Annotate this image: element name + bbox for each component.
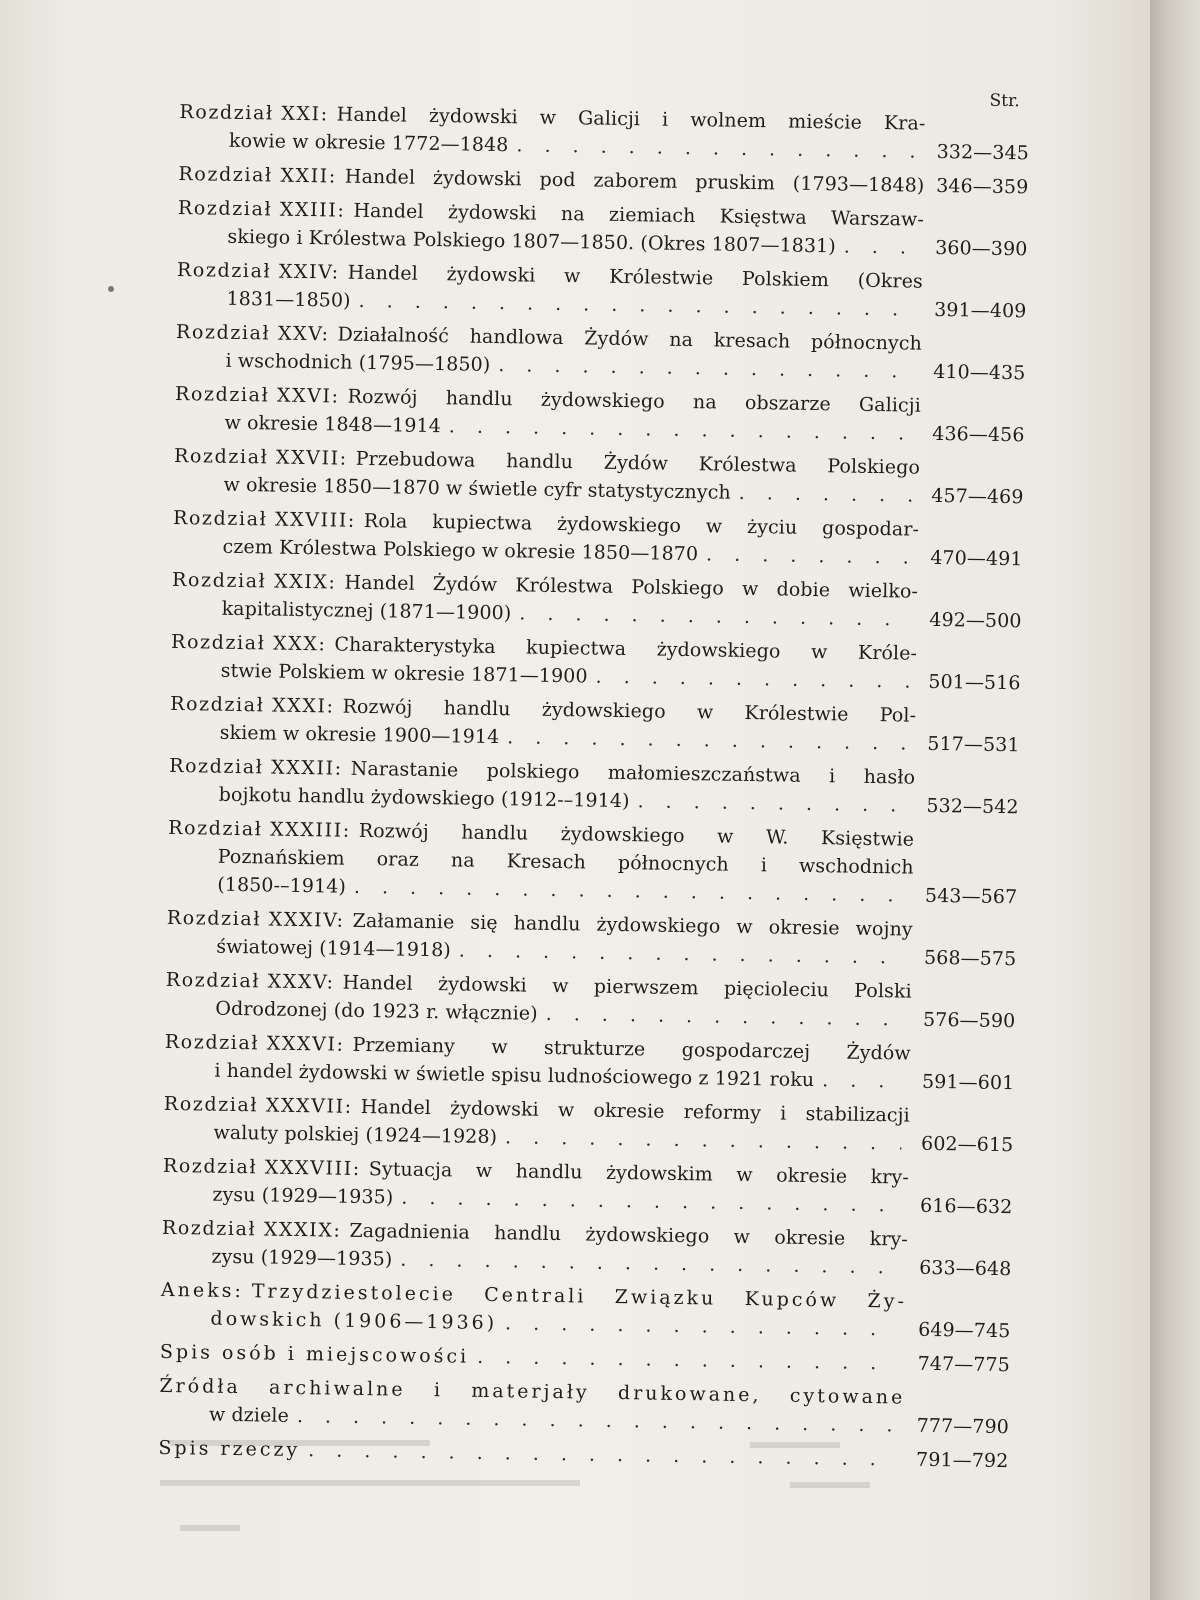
page-range: 777—790 — [916, 1414, 1010, 1439]
chapter-label: Rozdział XXXIX: — [161, 1216, 342, 1242]
toc-entry — [173, 442, 1024, 511]
dot-leader — [844, 232, 916, 261]
chapter-label: Rozdział XXVIII: — [172, 506, 357, 532]
entry-title: Rozwój handlu żydowskiego w Królestwie Pol- — [342, 695, 917, 727]
page-range: 457—469 — [931, 484, 1024, 509]
toc-entry — [176, 256, 1027, 325]
entry-title-continued: Odrodzonej (do 1923 r. włącznie) — [215, 997, 538, 1025]
chapter-label: Rozdział XXI: — [179, 100, 329, 126]
page-range: 591—601 — [921, 1070, 1015, 1095]
entry-title: Handel żydowski pod zaborem pruskim (1793—1848) — [344, 165, 925, 197]
toc-entry — [160, 1276, 1011, 1345]
dot-leader — [546, 1000, 904, 1034]
chapter-label: Rozdział XXII: — [178, 162, 338, 188]
entry-title: Charakterystyka kupiectwa żydowskiego w Króle- — [334, 633, 918, 665]
page-range: 492—500 — [929, 608, 1022, 633]
ink-speck — [108, 286, 114, 292]
dot-leader — [739, 479, 912, 510]
entry-title: Sytuacja w handlu żydowskim w okresie kry- — [368, 1158, 909, 1189]
page-range: 616—632 — [919, 1194, 1013, 1219]
page-range: 532—542 — [926, 794, 1019, 819]
entry-title: Rozwój handlu żydowskiego w W. Księstwie — [358, 819, 915, 851]
entry-title: Przebudowa handlu Żydów Królestwa Polskiego — [355, 447, 921, 479]
page-range: 649—745 — [918, 1318, 1011, 1343]
toc-entry — [169, 752, 1020, 821]
dot-leader — [477, 1343, 898, 1378]
page-range: 747—775 — [917, 1352, 1011, 1377]
entry-title-continued: kowie w okresie 1772—1848 — [228, 129, 509, 157]
toc-entry — [162, 1152, 1013, 1221]
page-range: 791—792 — [915, 1448, 1009, 1473]
page-range: 410—435 — [933, 360, 1026, 385]
toc-entry — [166, 904, 1017, 973]
chapter-label: Rozdział XXXI: — [169, 692, 335, 718]
page-range: 391—409 — [934, 298, 1027, 323]
entry-title-continued: kapitalistycznej (1871—1900) — [221, 597, 512, 625]
toc-entry — [174, 380, 1025, 449]
chapter-label: Rozdział XXXVI: — [164, 1030, 345, 1056]
entry-title: Handel żydowski na ziemiach Księstwa Warszaw- — [353, 199, 925, 231]
toc-entry — [177, 194, 1028, 263]
entry-title-continued: stwie Polskiem w okresie 1871—1900 — [220, 659, 588, 688]
entry-title-continued: zysu (1929—1935) — [212, 1183, 394, 1209]
entry-title: Rozwój handlu żydowskiego na obszarze Galicji — [347, 385, 922, 417]
entry-title-continued: Poznańskiem oraz na Kresach północnych i wschodnich — [217, 845, 914, 879]
entry-title: Załamanie się handlu żydowskiego w okresie wojny — [352, 909, 913, 941]
entry-title: Handel żydowski w Galicji i wolnem mieście Kra- — [336, 103, 926, 135]
entry-title-continued: waluty polskiej (1924—1928) — [213, 1121, 498, 1149]
chapter-label: Rozdział XXXIV: — [166, 906, 345, 932]
page-range: 501—516 — [928, 670, 1021, 695]
entry-title-continued: dowskich (1906—1936) — [210, 1307, 498, 1335]
page-range: 470—491 — [930, 546, 1023, 571]
entry-title-continued: 1831—1850) — [226, 287, 351, 312]
toc-entry — [171, 566, 1022, 635]
page-range: 332—345 — [936, 140, 1030, 165]
page-range: 602—615 — [920, 1132, 1014, 1157]
dot-leader — [822, 1066, 903, 1095]
dot-leader — [706, 540, 911, 571]
dot-leader — [637, 787, 907, 819]
book-gutter — [1150, 0, 1200, 1600]
entry-title-continued: i wschodnich (1795—1850) — [225, 349, 491, 376]
entry-title-continued: w okresie 1848—1914 — [224, 411, 442, 438]
entry-title: Źródła archiwalne i materjały drukowane, cytowane — [159, 1374, 906, 1409]
chapter-label: Rozdział XXIV: — [176, 258, 340, 284]
entry-title-continued: w dziele — [208, 1403, 290, 1427]
entry-title: Rola kupiectwa żydowskiego w życiu gospodar- — [363, 509, 920, 541]
dot-leader — [308, 1436, 897, 1473]
toc-entry — [165, 966, 1016, 1035]
entry-title-continued: światowej (1914—1918) — [216, 935, 452, 962]
chapter-label: Rozdział XXXIII: — [168, 816, 352, 842]
entry-title: Handel żydowski w okresie reformy i stabilizacji — [360, 1095, 910, 1127]
page-range: 543—567 — [924, 884, 1018, 909]
entry-title-continued: i handel żydowski w świetle spisu ludnościowego z 1921 roku — [214, 1059, 815, 1092]
page-range: 568—575 — [923, 946, 1017, 971]
entry-title-continued: skiem w okresie 1900—1914 — [219, 721, 500, 749]
toc-entry — [158, 1434, 1008, 1475]
entry-title: Narastanie polskiego małomieszczaństwa i hasło — [350, 757, 916, 789]
toc-entry — [159, 1372, 1010, 1441]
entry-title: Handel żydowski w pierwszem pięcioleciu Polski — [342, 971, 912, 1003]
entry-title: Działalność handlowa Żydów na kresach północnych — [337, 323, 923, 355]
dot-leader — [505, 1123, 902, 1157]
dot-leader — [498, 351, 914, 386]
toc-entry — [170, 628, 1021, 697]
chapter-label: Rozdział XXXVII: — [163, 1092, 353, 1118]
entry-title-continued: zysu (1929—1935) — [211, 1245, 393, 1271]
dot-leader — [516, 131, 917, 165]
entry-title-continued: czem Królestwa Polskiego w okresie 1850—1870 — [222, 535, 699, 566]
dot-leader — [595, 663, 908, 696]
toc-entry — [161, 1214, 1012, 1283]
entry-title: Spis osób i miejscowości — [159, 1340, 470, 1368]
toc-entry — [170, 690, 1021, 759]
dot-leader — [507, 723, 908, 757]
chapter-label: Rozdział XXIX: — [171, 568, 337, 594]
dot-leader — [459, 936, 905, 971]
toc-entry — [164, 1028, 1015, 1097]
dot-leader — [505, 1309, 899, 1343]
entry-title: Zagadnienia handlu żydowskiego w okresie kry- — [349, 1219, 909, 1251]
entry-title-continued: w okresie 1850—1870 w świetle cyfr statystycznych — [223, 473, 731, 504]
chapter-label: Rozdział XXIII: — [177, 196, 346, 222]
toc-entry — [175, 318, 1026, 387]
chapter-label: Rozdział XXVI: — [174, 382, 340, 408]
chapter-label: Rozdział XXXV: — [165, 968, 335, 994]
entry-title: Handel Żydów Królestwa Polskiego w dobie wielko- — [344, 571, 919, 603]
page-range: 633—648 — [918, 1256, 1012, 1281]
chapter-label: Rozdział XXVII: — [173, 444, 348, 470]
annex-label: Aneks: — [160, 1278, 245, 1303]
chapter-label: Rozdział XXXVIII: — [162, 1154, 362, 1180]
entry-title: Spis rzeczy — [158, 1436, 301, 1462]
page-range: 576—590 — [922, 1008, 1016, 1033]
page-range: 517—531 — [927, 732, 1020, 757]
entry-title: Przemiany w strukturze gospodarczej Żydów — [352, 1033, 911, 1065]
toc-entry — [179, 98, 1030, 167]
page-range: 360—390 — [935, 236, 1028, 261]
page-range: 346—359 — [935, 174, 1029, 199]
chapter-label: Rozdział XXV: — [175, 320, 330, 346]
entry-title: Handel żydowski w Królestwie Polskiem (Okres — [347, 261, 924, 293]
entry-title-continued: (1850-–1914) — [217, 873, 347, 898]
toc-entry — [163, 1090, 1014, 1159]
dot-leader — [519, 599, 910, 633]
chapter-label: Rozdział XXXII: — [169, 754, 343, 780]
entry-title: Trzydziestolecie Centrali Związku Kupców Ży- — [251, 1280, 908, 1313]
toc-entry — [172, 504, 1023, 573]
entry-title-continued: bojkotu handlu żydowskiego (1912-–1914) — [218, 783, 630, 813]
pages-column-header: Str. — [989, 90, 1020, 112]
page-range: 436—456 — [932, 422, 1025, 447]
chapter-label: Rozdział XXX: — [170, 630, 327, 656]
toc-entry — [167, 814, 1018, 911]
dot-leader — [449, 412, 913, 447]
table-of-contents — [158, 78, 1030, 1481]
entry-title-continued: skiego i Królestwa Polskiego 1807—1850. (Okres 1807—1831) — [227, 225, 836, 258]
